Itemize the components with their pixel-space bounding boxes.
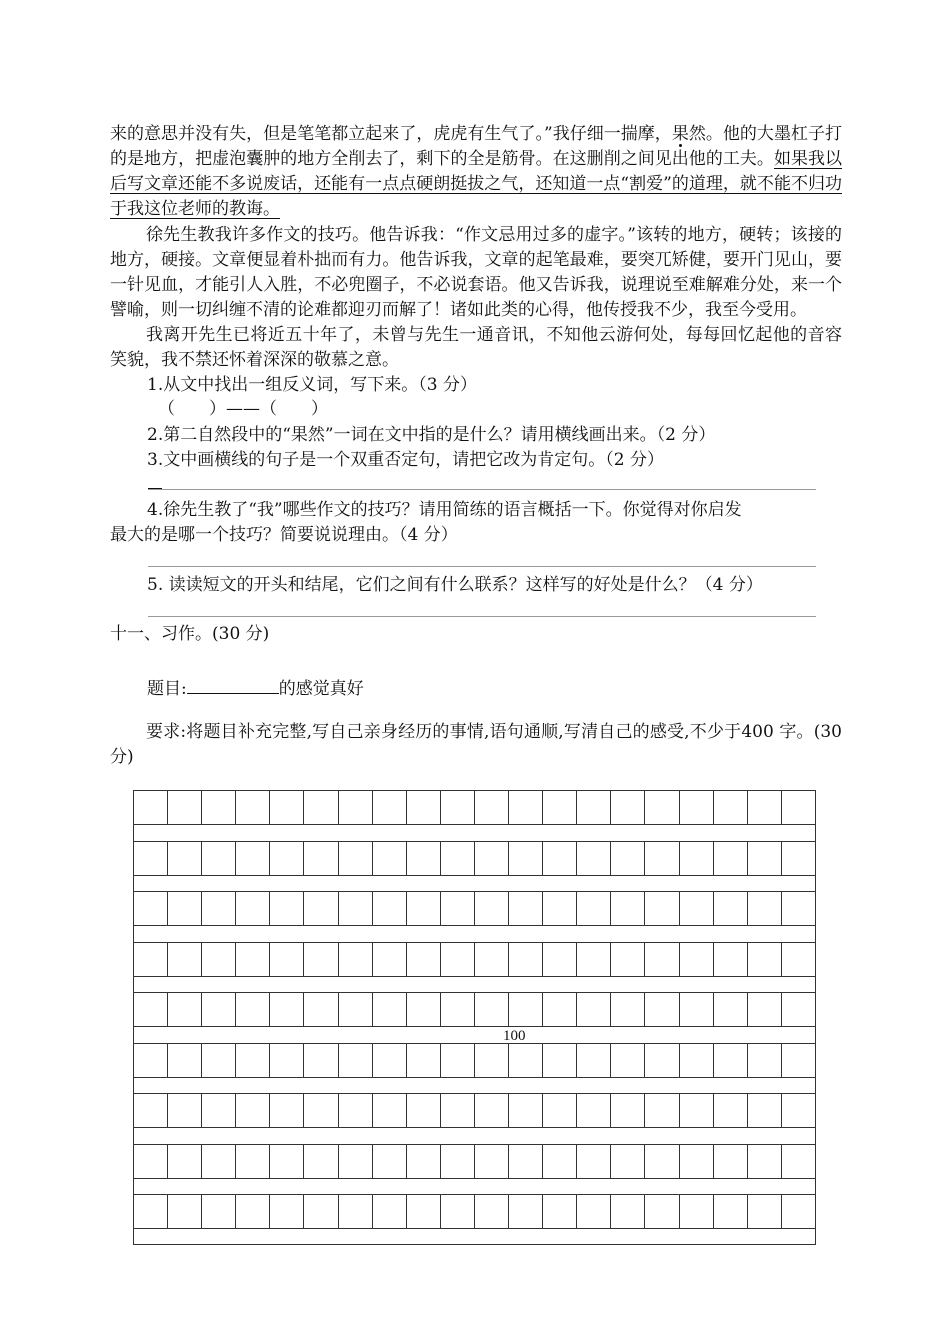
grid-row-spacer (134, 926, 815, 943)
grid-cell[interactable] (577, 791, 611, 824)
grid-cell[interactable] (441, 993, 475, 1026)
grid-cell[interactable] (339, 1195, 373, 1228)
grid-cell[interactable] (543, 1044, 577, 1077)
grid-cell[interactable] (577, 892, 611, 925)
grid-cell[interactable] (475, 1195, 509, 1228)
grid-cell[interactable] (339, 1044, 373, 1077)
grid-cell[interactable] (373, 1145, 407, 1178)
grid-cell[interactable] (441, 943, 475, 976)
grid-cell[interactable] (270, 1195, 304, 1228)
grid-cell[interactable] (236, 1044, 270, 1077)
word-count-marker: 100 (503, 1028, 526, 1044)
grid-cell[interactable] (168, 791, 202, 824)
grid-cell[interactable] (339, 842, 373, 875)
composition-title-suffix: 的感觉真好 (278, 679, 364, 699)
composition-requirements (110, 720, 842, 770)
grid-cell[interactable] (134, 1195, 168, 1228)
grid-cell[interactable] (611, 842, 645, 875)
grid-cell[interactable] (407, 1145, 441, 1178)
grid-cell[interactable] (577, 1094, 611, 1127)
question-5-answer-line[interactable] (148, 616, 816, 617)
grid-cell[interactable] (236, 1195, 270, 1228)
grid-cell[interactable] (270, 791, 304, 824)
grid-row-spacer (134, 1179, 815, 1196)
composition-title (147, 675, 364, 702)
grid-cell[interactable] (748, 1195, 782, 1228)
grid-cell[interactable] (134, 943, 168, 976)
passage-paragraph-3: 我离开先生已将近五十年了，未曾与先生一通音讯，不知他云游何处，每每回忆起他的音容笑貌，我不禁还怀着深深的敬慕之意。 (110, 325, 842, 370)
grid-row (134, 993, 815, 1027)
passage-p1-part-b: 然。他的大墨杠子打的是地方，把虚泡囊肿的地方全削去了，剩下的全是筋骨。在这删削之间见出他的工夫。 (110, 124, 843, 169)
grid-cell[interactable] (509, 943, 543, 976)
grid-cell[interactable] (304, 1044, 338, 1077)
grid-cell[interactable] (168, 943, 202, 976)
grid-row (134, 1145, 815, 1179)
grid-cell[interactable] (373, 842, 407, 875)
grid-cell[interactable] (714, 791, 748, 824)
grid-cell[interactable] (577, 1145, 611, 1178)
grid-row-spacer (134, 825, 815, 842)
grid-row-spacer (134, 1027, 815, 1044)
question-4-line-1: 4.徐先生教了“我”哪些作文的技巧？请用简练的语言概括一下。你觉得对你启发 (147, 500, 742, 520)
grid-cell[interactable] (543, 1195, 577, 1228)
grid-cell[interactable] (304, 1094, 338, 1127)
grid-cell[interactable] (543, 1094, 577, 1127)
composition-title-blank[interactable] (187, 675, 279, 694)
grid-cell[interactable] (577, 842, 611, 875)
question-4-answer-line[interactable] (148, 566, 816, 567)
grid-cell[interactable] (509, 1145, 543, 1178)
grid-cell[interactable] (304, 842, 338, 875)
underlined-sentence: 如果我以后写文章还能不多说废话，还能有一点点硬朗挺拔之气，还知道一点“割爱”的道理，就不能不归功于我这位老师的教诲。 (110, 149, 843, 219)
grid-cell[interactable] (168, 1145, 202, 1178)
passage-paragraph-2: 徐先生教我许多作文的技巧。他告诉我：“作文忌用过多的虚字。”该转的地方，硬转；该接的地方，硬接。文章便显着朴拙而有力。他告诉我，文章的起笔最难，要突兀矫健，要开门见山，要一针见血，才能引人入胜，不必兜圈子，不必说套语。他又告诉我，说理说至难解难分处，来一个譬喻，则一切纠缠不清的论难都迎刃而解了！诸如此类的心得，他传授我不少，我至今受用。 (110, 225, 842, 320)
grid-cell[interactable] (509, 1195, 543, 1228)
grid-row-spacer (134, 1128, 815, 1145)
grid-cell[interactable] (475, 1094, 509, 1127)
grid-cell[interactable] (509, 993, 543, 1026)
grid-cell[interactable] (407, 1044, 441, 1077)
grid-cell[interactable] (714, 1145, 748, 1178)
requirements-line-1: 要求:将题目补充完整,写自己亲身经历的事情,语句通顺,写清自己的感受,不少于 (146, 722, 742, 742)
grid-cell[interactable] (134, 892, 168, 925)
grid-cell[interactable] (202, 1044, 236, 1077)
grid-cell[interactable] (134, 791, 168, 824)
grid-cell[interactable] (748, 943, 782, 976)
grid-cell[interactable] (339, 943, 373, 976)
question-1: 1.从文中找出一组反义词，写下来。（3 分） (147, 375, 477, 395)
grid-cell[interactable] (509, 842, 543, 875)
grid-cell[interactable] (373, 1094, 407, 1127)
grid-cell[interactable] (168, 1044, 202, 1077)
grid-cell[interactable] (168, 892, 202, 925)
grid-cell[interactable] (509, 791, 543, 824)
grid-cell[interactable] (645, 1195, 679, 1228)
grid-cell[interactable] (680, 993, 714, 1026)
question-2: 2.第二自然段中的“果然”一词在文中指的是什么？请用横线画出来。（2 分） (147, 425, 716, 445)
question-3-answer-line[interactable] (148, 489, 816, 490)
grid-cell[interactable] (236, 993, 270, 1026)
grid-cell[interactable] (407, 791, 441, 824)
grid-cell[interactable] (202, 1094, 236, 1127)
grid-cell[interactable] (645, 1044, 679, 1077)
grid-cell[interactable] (134, 1044, 168, 1077)
grid-cell[interactable] (680, 791, 714, 824)
grid-cell[interactable] (748, 993, 782, 1026)
grid-cell[interactable] (270, 892, 304, 925)
grid-row (134, 791, 815, 825)
grid-cell[interactable] (339, 1094, 373, 1127)
grid-cell[interactable] (270, 842, 304, 875)
grid-cell[interactable] (134, 993, 168, 1026)
grid-cell[interactable] (611, 993, 645, 1026)
grid-cell[interactable] (236, 943, 270, 976)
grid-cell[interactable] (304, 1145, 338, 1178)
grid-cell[interactable] (373, 892, 407, 925)
grid-cell[interactable] (373, 1195, 407, 1228)
grid-cell[interactable] (168, 842, 202, 875)
grid-cell[interactable] (304, 993, 338, 1026)
grid-cell[interactable] (407, 892, 441, 925)
grid-cell[interactable] (270, 993, 304, 1026)
grid-row-spacer (134, 1078, 815, 1095)
grid-cell[interactable] (680, 1145, 714, 1178)
grid-cell[interactable] (782, 943, 815, 976)
grid-cell[interactable] (680, 1094, 714, 1127)
grid-row (134, 892, 815, 926)
grid-cell[interactable] (611, 791, 645, 824)
grid-row-spacer (134, 876, 815, 893)
grid-cell[interactable] (202, 1145, 236, 1178)
grid-cell[interactable] (645, 993, 679, 1026)
grid-row (134, 943, 815, 977)
grid-row (134, 1094, 815, 1128)
grid-row (134, 1044, 815, 1078)
grid-cell[interactable] (270, 1094, 304, 1127)
grid-row (134, 1195, 815, 1229)
grid-cell[interactable] (373, 943, 407, 976)
grid-cell[interactable] (236, 1145, 270, 1178)
question-1-answer-blank: （ ）——（ ） (158, 399, 328, 419)
grid-cell[interactable] (543, 943, 577, 976)
grid-cell[interactable] (475, 1044, 509, 1077)
grid-cell[interactable] (236, 842, 270, 875)
grid-cell[interactable] (475, 842, 509, 875)
grid-cell[interactable] (304, 1195, 338, 1228)
grid-cell[interactable] (782, 993, 815, 1026)
grid-cell[interactable] (509, 892, 543, 925)
grid-cell[interactable] (441, 1044, 475, 1077)
grid-cell[interactable] (441, 1094, 475, 1127)
grid-cell[interactable] (202, 791, 236, 824)
grid-cell[interactable] (339, 791, 373, 824)
grid-cell[interactable] (577, 1195, 611, 1228)
grid-cell[interactable] (270, 1044, 304, 1077)
grid-cell[interactable] (304, 943, 338, 976)
composition-heading: 十一、习作。(30 分) (110, 624, 270, 644)
grid-cell[interactable] (270, 1145, 304, 1178)
grid-cell[interactable] (339, 993, 373, 1026)
emphasis-dot-char: 果 (671, 124, 689, 144)
grid-cell[interactable] (577, 1044, 611, 1077)
grid-cell[interactable] (748, 1094, 782, 1127)
grid-cell[interactable] (441, 791, 475, 824)
grid-cell[interactable] (680, 1195, 714, 1228)
grid-cell[interactable] (645, 943, 679, 976)
grid-cell[interactable] (782, 1145, 815, 1178)
grid-cell[interactable] (236, 791, 270, 824)
grid-cell[interactable] (543, 1145, 577, 1178)
grid-cell[interactable] (577, 993, 611, 1026)
grid-cell[interactable] (680, 892, 714, 925)
grid-cell[interactable] (748, 1145, 782, 1178)
grid-cell[interactable] (168, 1195, 202, 1228)
grid-cell[interactable] (509, 1044, 543, 1077)
grid-cell[interactable] (611, 892, 645, 925)
grid-cell[interactable] (134, 1094, 168, 1127)
grid-cell[interactable] (475, 943, 509, 976)
composition-writing-grid[interactable] (133, 790, 816, 1245)
grid-cell[interactable] (645, 842, 679, 875)
grid-cell[interactable] (543, 791, 577, 824)
grid-cell[interactable] (645, 1145, 679, 1178)
composition-title-prefix: 题目: (147, 679, 187, 699)
grid-cell[interactable] (543, 842, 577, 875)
question-4-line-2: 最大的是哪一个技巧？简要说说理由。（4 分） (110, 525, 458, 545)
grid-cell[interactable] (611, 943, 645, 976)
grid-cell[interactable] (202, 892, 236, 925)
grid-cell[interactable] (407, 1094, 441, 1127)
grid-cell[interactable] (270, 943, 304, 976)
grid-cell[interactable] (611, 1094, 645, 1127)
grid-cell[interactable] (134, 1145, 168, 1178)
grid-cell[interactable] (509, 1094, 543, 1127)
grid-row-spacer (134, 977, 815, 994)
grid-cell[interactable] (236, 892, 270, 925)
grid-cell[interactable] (782, 1044, 815, 1077)
grid-cell[interactable] (611, 1145, 645, 1178)
grid-cell[interactable] (645, 791, 679, 824)
grid-cell[interactable] (714, 943, 748, 976)
grid-cell[interactable] (407, 1195, 441, 1228)
grid-cell[interactable] (407, 943, 441, 976)
grid-cell[interactable] (782, 1094, 815, 1127)
grid-cell[interactable] (373, 993, 407, 1026)
grid-cell[interactable] (441, 842, 475, 875)
grid-cell[interactable] (339, 1145, 373, 1178)
passage-paragraph-1 (110, 122, 842, 222)
grid-cell[interactable] (748, 892, 782, 925)
grid-cell[interactable] (304, 791, 338, 824)
grid-cell[interactable] (680, 1044, 714, 1077)
grid-cell[interactable] (339, 892, 373, 925)
requirements-line-2: 400 字。(30 分) (110, 722, 842, 767)
grid-cell[interactable] (714, 1195, 748, 1228)
grid-cell[interactable] (577, 943, 611, 976)
grid-cell[interactable] (441, 892, 475, 925)
grid-cell[interactable] (202, 842, 236, 875)
grid-cell[interactable] (543, 892, 577, 925)
grid-cell[interactable] (782, 892, 815, 925)
grid-cell[interactable] (782, 1195, 815, 1228)
grid-cell[interactable] (543, 993, 577, 1026)
grid-cell[interactable] (645, 1094, 679, 1127)
grid-cell[interactable] (202, 993, 236, 1026)
grid-cell[interactable] (407, 842, 441, 875)
grid-cell[interactable] (441, 1145, 475, 1178)
grid-cell[interactable] (202, 943, 236, 976)
grid-cell[interactable] (714, 1044, 748, 1077)
grid-cell[interactable] (714, 1094, 748, 1127)
grid-cell[interactable] (714, 842, 748, 875)
grid-cell[interactable] (236, 1094, 270, 1127)
grid-cell[interactable] (475, 993, 509, 1026)
grid-cell[interactable] (304, 892, 338, 925)
question-5: 5. 读读短文的开头和结尾，它们之间有什么联系？这样写的好处是什么？（4 分） (147, 575, 763, 595)
grid-cell[interactable] (611, 1044, 645, 1077)
grid-cell[interactable] (475, 1145, 509, 1178)
grid-cell[interactable] (475, 791, 509, 824)
grid-cell[interactable] (680, 842, 714, 875)
grid-cell[interactable] (748, 842, 782, 875)
grid-cell[interactable] (611, 1195, 645, 1228)
grid-cell[interactable] (407, 993, 441, 1026)
grid-cell[interactable] (680, 943, 714, 976)
grid-cell[interactable] (373, 1044, 407, 1077)
grid-cell[interactable] (748, 1044, 782, 1077)
grid-cell[interactable] (168, 993, 202, 1026)
grid-cell[interactable] (782, 791, 815, 824)
grid-cell[interactable] (134, 842, 168, 875)
grid-cell[interactable] (202, 1195, 236, 1228)
grid-cell[interactable] (782, 842, 815, 875)
grid-cell[interactable] (168, 1094, 202, 1127)
grid-cell[interactable] (645, 892, 679, 925)
question-3: 3.文中画横线的句子是一个双重否定句，请把它改为肯定句。（2 分） (147, 450, 664, 470)
grid-row (134, 842, 815, 876)
grid-cell[interactable] (441, 1195, 475, 1228)
grid-cell[interactable] (714, 993, 748, 1026)
grid-cell[interactable] (475, 892, 509, 925)
grid-cell[interactable] (748, 791, 782, 824)
grid-cell[interactable] (714, 892, 748, 925)
passage-p1-part-a: 来的意思并没有失，但是笔笔都立起来了，虎虎有生气了。”我仔细一揣摩， (110, 124, 672, 144)
grid-cell[interactable] (373, 791, 407, 824)
